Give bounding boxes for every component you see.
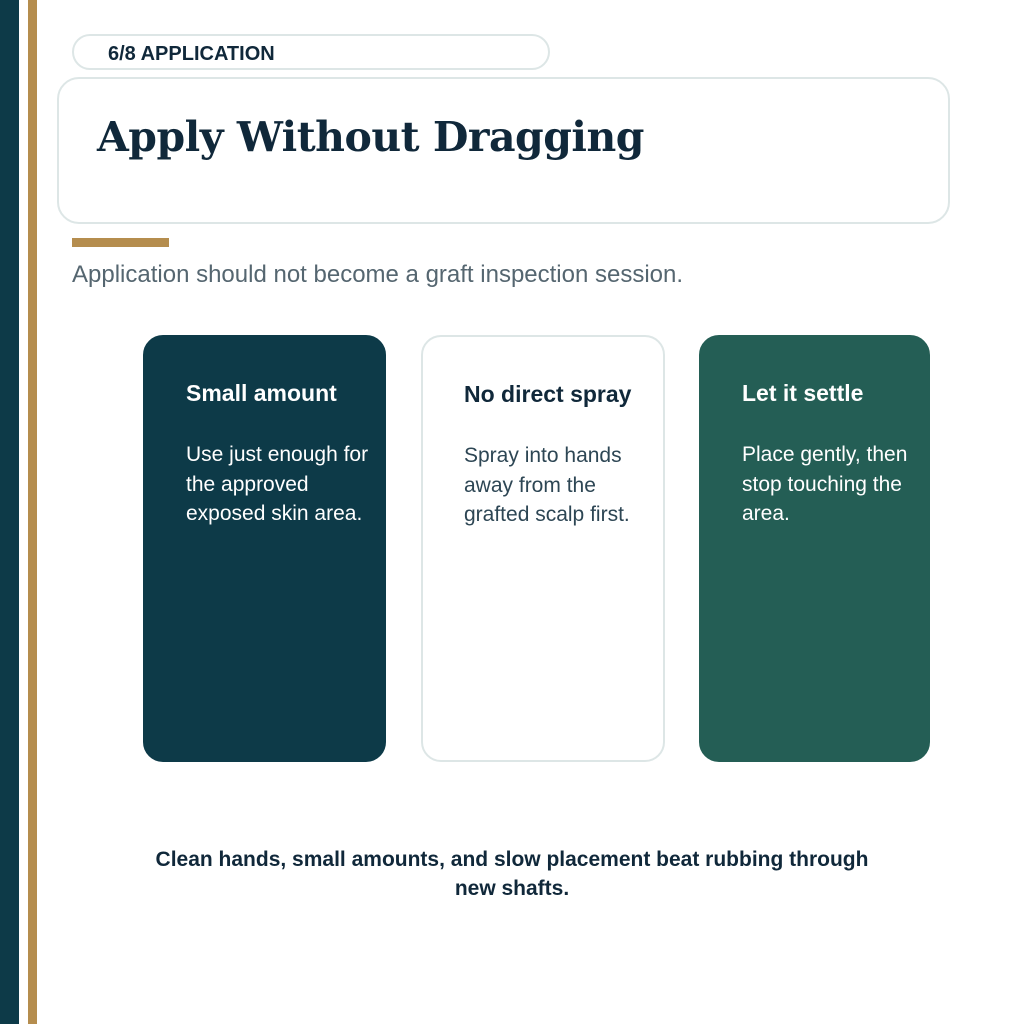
card-let-it-settle <box>699 335 930 762</box>
slide-title: Apply Without Dragging <box>97 113 644 161</box>
card-no-direct-spray <box>421 335 665 762</box>
card-heading: Small amount <box>186 380 337 406</box>
card-heading: No direct spray <box>464 381 632 407</box>
card-body: Spray into hands away from the grafted scalp first. <box>464 444 630 526</box>
card-body: Place gently, then stop touching the area. <box>742 443 908 525</box>
card-small-amount <box>143 335 386 762</box>
left-gold-bar <box>28 0 37 1024</box>
left-navy-bar <box>0 0 19 1024</box>
slide-subtitle: Application should not become a graft inspection session. <box>72 261 684 288</box>
section-kicker: 6/8 APPLICATION <box>108 43 275 65</box>
footer-note: Clean hands, small amounts, and slow placement beat rubbing through new shafts. <box>155 848 869 900</box>
title-card <box>57 77 950 224</box>
card-body: Use just enough for the approved exposed skin area. <box>186 443 369 525</box>
card-heading: Let it settle <box>742 380 864 406</box>
title-accent-rule <box>72 238 169 247</box>
section-kicker-pill <box>72 34 550 70</box>
